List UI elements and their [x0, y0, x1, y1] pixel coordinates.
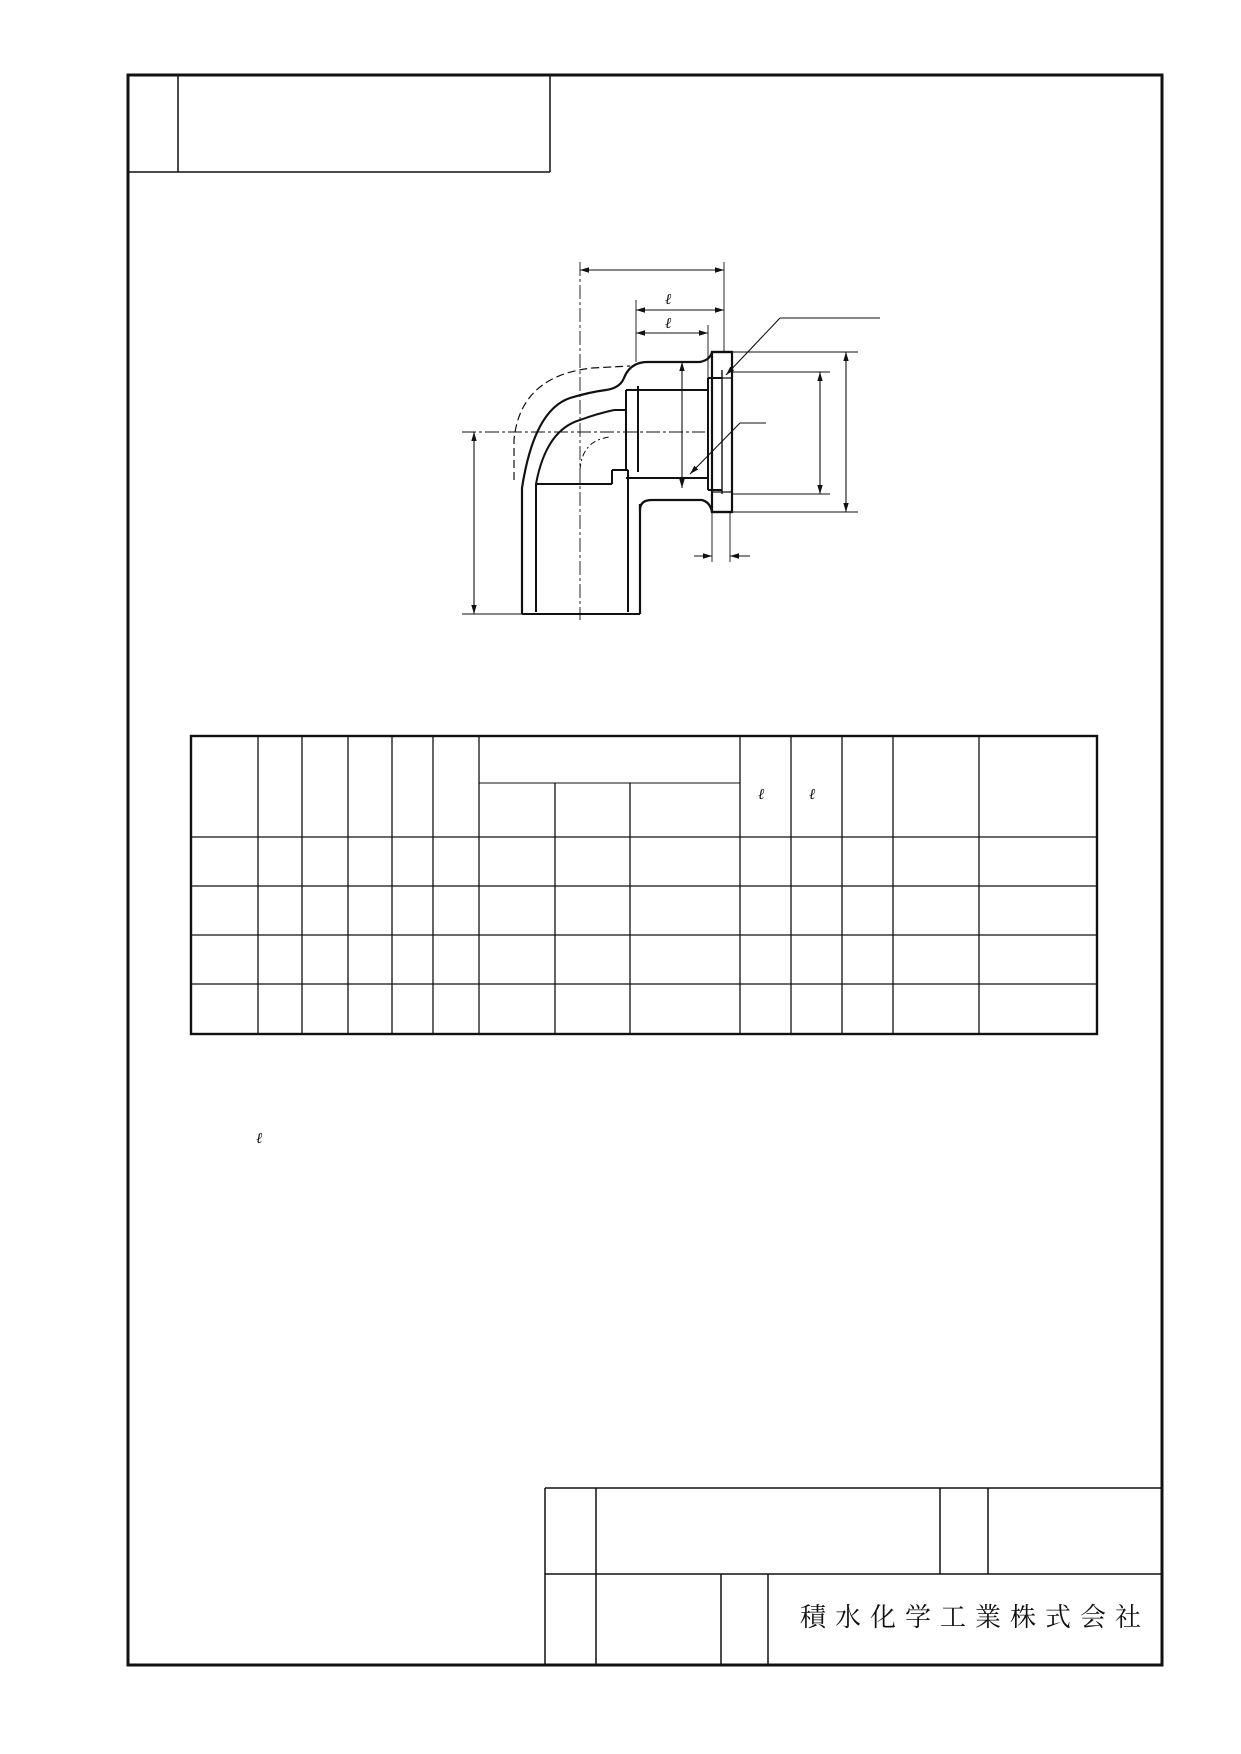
table-header-l-1: ℓ: [758, 785, 765, 803]
title-block-grid: [545, 1488, 1162, 1665]
note-symbol-l: ℓ: [256, 1129, 263, 1147]
header-box: [128, 75, 550, 172]
table-header-l-2: ℓ: [809, 785, 816, 803]
sheet-border: [128, 75, 1162, 1665]
company-name: 積水化学工業株式会社: [800, 1603, 1151, 1633]
spec-table-grid: [191, 736, 1097, 1034]
dimension-label-l-lower: ℓ: [665, 314, 672, 332]
dimension-label-l-upper: ℓ: [665, 290, 672, 308]
